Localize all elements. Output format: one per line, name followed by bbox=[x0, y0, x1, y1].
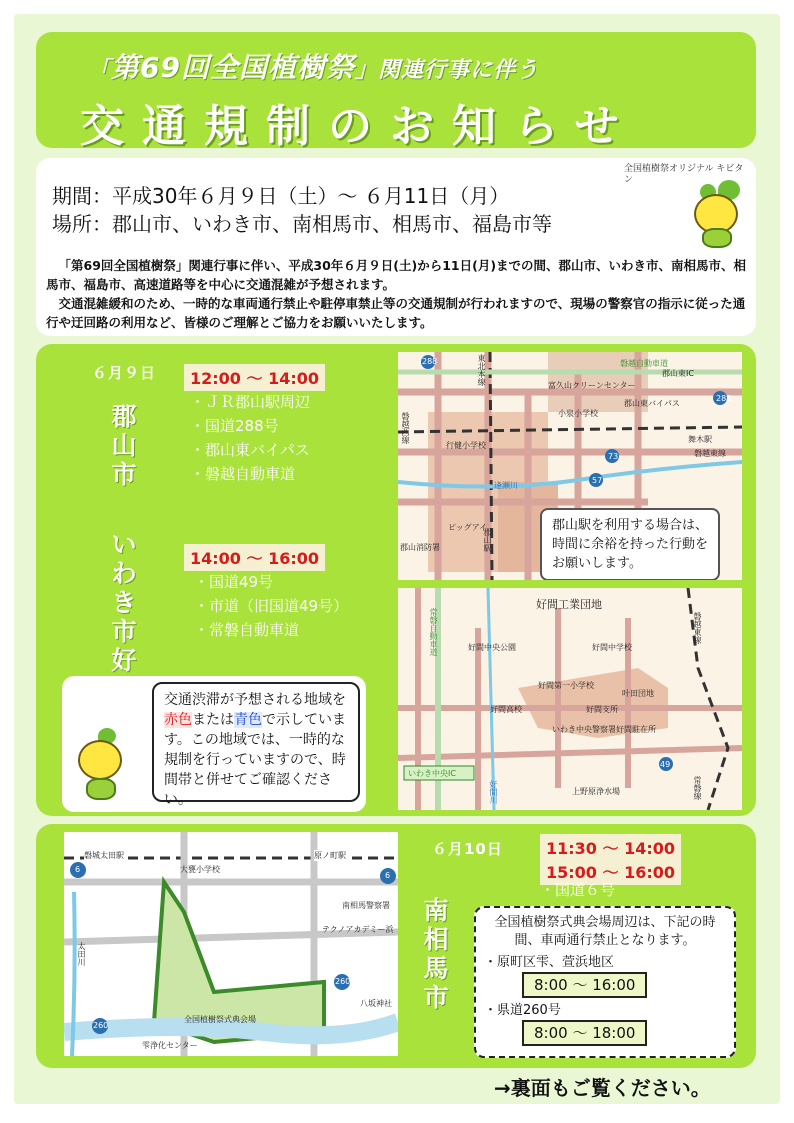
notice-time-2: 8:00 ～ 18:00 bbox=[522, 1020, 647, 1046]
minamisoma-time-1: 11:30 ～ 14:00 bbox=[540, 834, 681, 861]
red-label: 赤色 bbox=[164, 712, 192, 728]
minamisoma-time-2: 15:00 ～ 16:00 bbox=[540, 858, 681, 885]
map-label: 常磐線 bbox=[693, 776, 702, 800]
blue-label: 青色 bbox=[234, 712, 262, 728]
notice-heading: 全国植樹祭式典会場周辺は、下記の時間、車両通行禁止となります。 bbox=[494, 915, 716, 948]
map-label: 260 bbox=[335, 977, 351, 986]
map-label: 常磐自動車道 bbox=[429, 608, 438, 656]
minamisoma-routes bbox=[540, 878, 615, 902]
map-label: 好間中学校 bbox=[592, 643, 632, 652]
map-label: 288 bbox=[422, 357, 438, 366]
bracket-open: 「 bbox=[88, 58, 112, 83]
map-label: 太田川 bbox=[77, 942, 86, 966]
map-label: 南相馬警察署 bbox=[342, 901, 390, 910]
notice-time-1: 8:00 ～ 16:00 bbox=[522, 972, 647, 998]
see-reverse-text: →裏面もご覧ください。 bbox=[494, 1076, 711, 1100]
map-label: 叶田団地 bbox=[622, 689, 654, 698]
route-item: ・常磐自動車道 bbox=[194, 621, 300, 639]
june9-date: ６月９日 bbox=[92, 364, 157, 382]
iwaki-routes bbox=[194, 570, 348, 642]
map-label: 磐越自動車道 bbox=[620, 359, 668, 368]
route-item: ・国道288号 bbox=[190, 417, 279, 435]
map-label: 磐越東線 bbox=[693, 612, 702, 644]
map-label: 6 bbox=[385, 871, 391, 880]
mascot-pointing-icon bbox=[70, 728, 134, 804]
map-label: 行健小学校 bbox=[446, 441, 486, 450]
title-banner bbox=[36, 32, 756, 152]
place-text: 場所：郡山市、いわき市、南相馬市、相馬市、福島市等 bbox=[52, 212, 552, 236]
callout-text: 交通渋滞が予想される地域を bbox=[164, 692, 346, 708]
map-label: 260 bbox=[93, 1021, 109, 1030]
map-label: 好間高校 bbox=[490, 705, 522, 714]
koriyama-routes bbox=[190, 390, 310, 486]
map-label: 舞木駅 bbox=[688, 435, 712, 444]
map-label: 富久山クリーンセンター bbox=[548, 381, 636, 390]
event-name: 第69回全国植樹祭 bbox=[111, 51, 355, 84]
map-label: 好間支所 bbox=[586, 705, 618, 714]
description-paragraph-1: 「第69回全国植樹祭」関連行事に伴い、平成30年６月９日(土)から11日(月)までの間、郡山市、いわき市、南相馬市、相馬市、福島市、高速道路等を中心に交通混雑が予想されます。 bbox=[46, 258, 747, 292]
minamisoma-map bbox=[64, 832, 398, 1056]
map-label: 好間川 bbox=[489, 780, 498, 804]
map-label: 原ノ町駅 bbox=[314, 851, 346, 860]
map-label: 大甕小学校 bbox=[180, 865, 220, 874]
map-label: 逢瀬川 bbox=[494, 481, 518, 490]
map-label: テクノアカデミー浜 bbox=[322, 925, 394, 934]
koriyama-map bbox=[398, 352, 742, 580]
mascot-caption: 全国植樹祭オリジナル キビタン bbox=[624, 164, 744, 185]
map-label: 郡山駅 bbox=[483, 528, 492, 552]
notice-area-1: ・原町区雫、萱浜地区 bbox=[484, 955, 615, 970]
map-label: 288 bbox=[716, 394, 732, 403]
map-label: 郡山消防署 bbox=[400, 543, 440, 552]
page-title: 交通規制のお知らせ bbox=[80, 101, 637, 152]
description-paragraph-2: 交通混雑緩和のため、一時的な車両通行禁止や駐停車禁止等の交通規制が行われますので、現場の警察官の指示に従った通行や迂回路の利用など、皆様のご理解とご協力をお願いいたします。 bbox=[46, 296, 746, 330]
minamisoma-city-label: 南相馬市 bbox=[423, 896, 449, 1012]
subtitle-rest: 」関連行事に伴う bbox=[354, 58, 539, 83]
iwaki-city-label: いわき市好 bbox=[111, 530, 137, 675]
callout-text: で示しています。この地域では、一時的な規制を行っていますので、時間帯と併せてご確認ください。 bbox=[164, 712, 346, 808]
legend-callout bbox=[152, 682, 360, 808]
map-label: 郡山東バイパス bbox=[624, 399, 680, 408]
description bbox=[46, 256, 748, 332]
koriyama-city-label: 郡山市 bbox=[111, 402, 137, 489]
map-label: 磐越西線 bbox=[401, 412, 410, 444]
map-label: 全国植樹祭式典会場 bbox=[184, 1015, 256, 1024]
map-label: ピッグアイ bbox=[448, 523, 487, 532]
route-item: ・磐越自動車道 bbox=[190, 465, 296, 483]
map-label: 磐城太田駅 bbox=[84, 851, 124, 860]
map-label: 上野原浄水場 bbox=[572, 787, 620, 796]
period-text: 期間：平成30年６月９日（土）～ ６月11日（月） bbox=[52, 184, 510, 208]
route-item: ・国道49号 bbox=[194, 573, 274, 591]
koriyama-station-note: 郡山駅を利用する場合は、時間に余裕を持った行動をお願いします。 bbox=[540, 508, 720, 580]
map-label: 磐越東線 bbox=[694, 449, 726, 458]
map-label: 73 bbox=[608, 452, 619, 461]
map-label: 郡山東IC bbox=[662, 369, 694, 378]
route-item: ・ＪＲ郡山駅周辺 bbox=[190, 393, 311, 411]
map-label: 6 bbox=[75, 865, 81, 874]
venue-closure-notice bbox=[474, 906, 736, 1058]
route-item: ・国道６号 bbox=[540, 881, 616, 899]
iwaki-map bbox=[398, 588, 742, 810]
map-label: 好間第一小学校 bbox=[538, 681, 594, 690]
map-label: 東北本線 bbox=[477, 354, 486, 386]
map-label: いわき中央IC bbox=[408, 769, 456, 778]
notice-area-2: ・県道260号 bbox=[484, 1003, 561, 1018]
map-label: 雫浄化センター bbox=[142, 1041, 198, 1050]
info-box bbox=[36, 158, 756, 336]
june10-date: ６月10日 bbox=[432, 840, 503, 858]
koriyama-time: 12:00 ～ 14:00 bbox=[184, 364, 325, 391]
mascot-kibitan-icon bbox=[688, 180, 748, 250]
map-label: いわき中央警察署好間駐在所 bbox=[552, 725, 656, 734]
route-item: ・市道（旧国道49号） bbox=[194, 597, 349, 615]
route-item: ・郡山東バイパス bbox=[190, 441, 310, 459]
callout-text: または bbox=[192, 712, 234, 728]
map-label: 49 bbox=[660, 760, 671, 769]
map-label: 八坂神社 bbox=[360, 999, 392, 1008]
map-label: 57 bbox=[592, 476, 603, 485]
map-label: 小泉小学校 bbox=[558, 409, 598, 418]
iwaki-time: 14:00 ～ 16:00 bbox=[184, 544, 325, 571]
map-label: 好間工業団地 bbox=[536, 598, 602, 611]
map-label: 好間中央公園 bbox=[468, 643, 516, 652]
subtitle bbox=[88, 46, 539, 86]
